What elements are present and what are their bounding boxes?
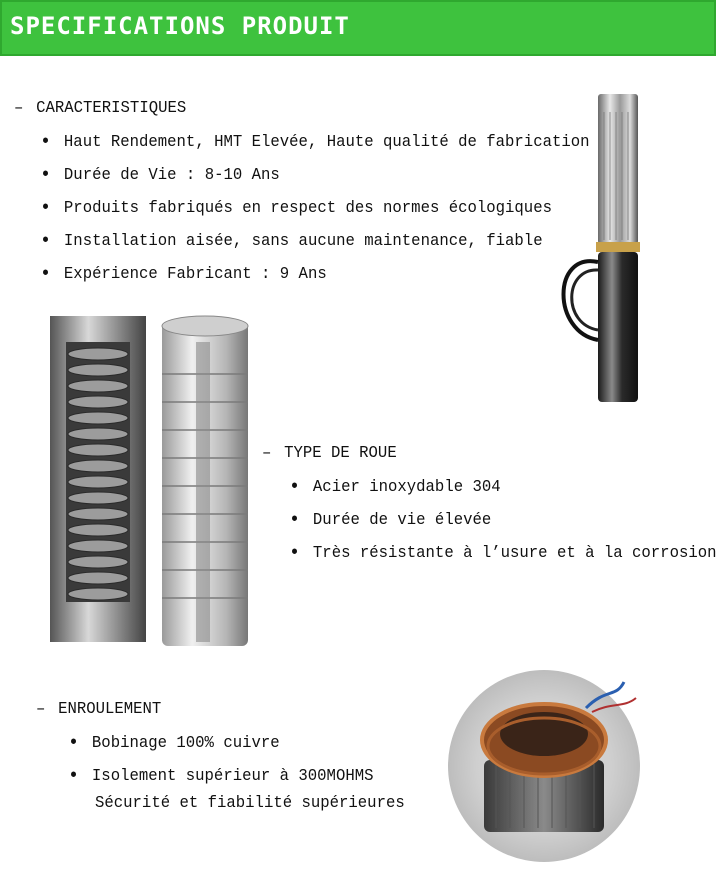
list-item: • Haut Rendement, HMT Elevée, Haute qualité de fabrication bbox=[40, 132, 590, 165]
dash-marker: – bbox=[14, 99, 24, 118]
list-item: • Produits fabriqués en respect des normes écologiques bbox=[40, 198, 590, 231]
pump-illustration bbox=[552, 92, 652, 404]
list-item: • Durée de vie élevée bbox=[289, 510, 716, 543]
section-title-text: ENROULEMENT bbox=[58, 700, 162, 719]
list-item: • Installation aisée, sans aucune maintenance, fiable bbox=[40, 231, 590, 264]
section-caracteristiques-title bbox=[14, 99, 186, 118]
enroulement-list bbox=[68, 733, 400, 799]
list-item: • Bobinage 100% cuivre bbox=[68, 733, 373, 766]
dash-marker: – bbox=[262, 444, 272, 463]
page-title: SPECIFICATIONS PRODUIT bbox=[10, 12, 350, 40]
section-enroulement-title bbox=[36, 700, 161, 719]
section-roue-title bbox=[262, 444, 397, 463]
caracteristiques-list bbox=[40, 132, 637, 297]
list-item: • Très résistante à l’usure et à la corrosion bbox=[289, 543, 716, 576]
dash-marker: – bbox=[36, 700, 46, 719]
impeller-illustration bbox=[46, 312, 252, 648]
section-title-text: TYPE DE ROUE bbox=[284, 444, 397, 463]
header-bar bbox=[0, 0, 716, 56]
list-item: • Durée de Vie : 8-10 Ans bbox=[40, 165, 590, 198]
section-title-text: CARACTERISTIQUES bbox=[36, 99, 187, 118]
enroulement-extra-line: Sécurité et fiabilité supérieures bbox=[95, 794, 405, 813]
list-item: • Expérience Fabricant : 9 Ans bbox=[40, 264, 590, 297]
roue-list bbox=[289, 477, 720, 576]
list-item: • Isolement supérieur à 300MOHMS bbox=[68, 766, 373, 799]
list-item: • Acier inoxydable 304 bbox=[289, 477, 716, 510]
stator-illustration bbox=[446, 668, 642, 864]
